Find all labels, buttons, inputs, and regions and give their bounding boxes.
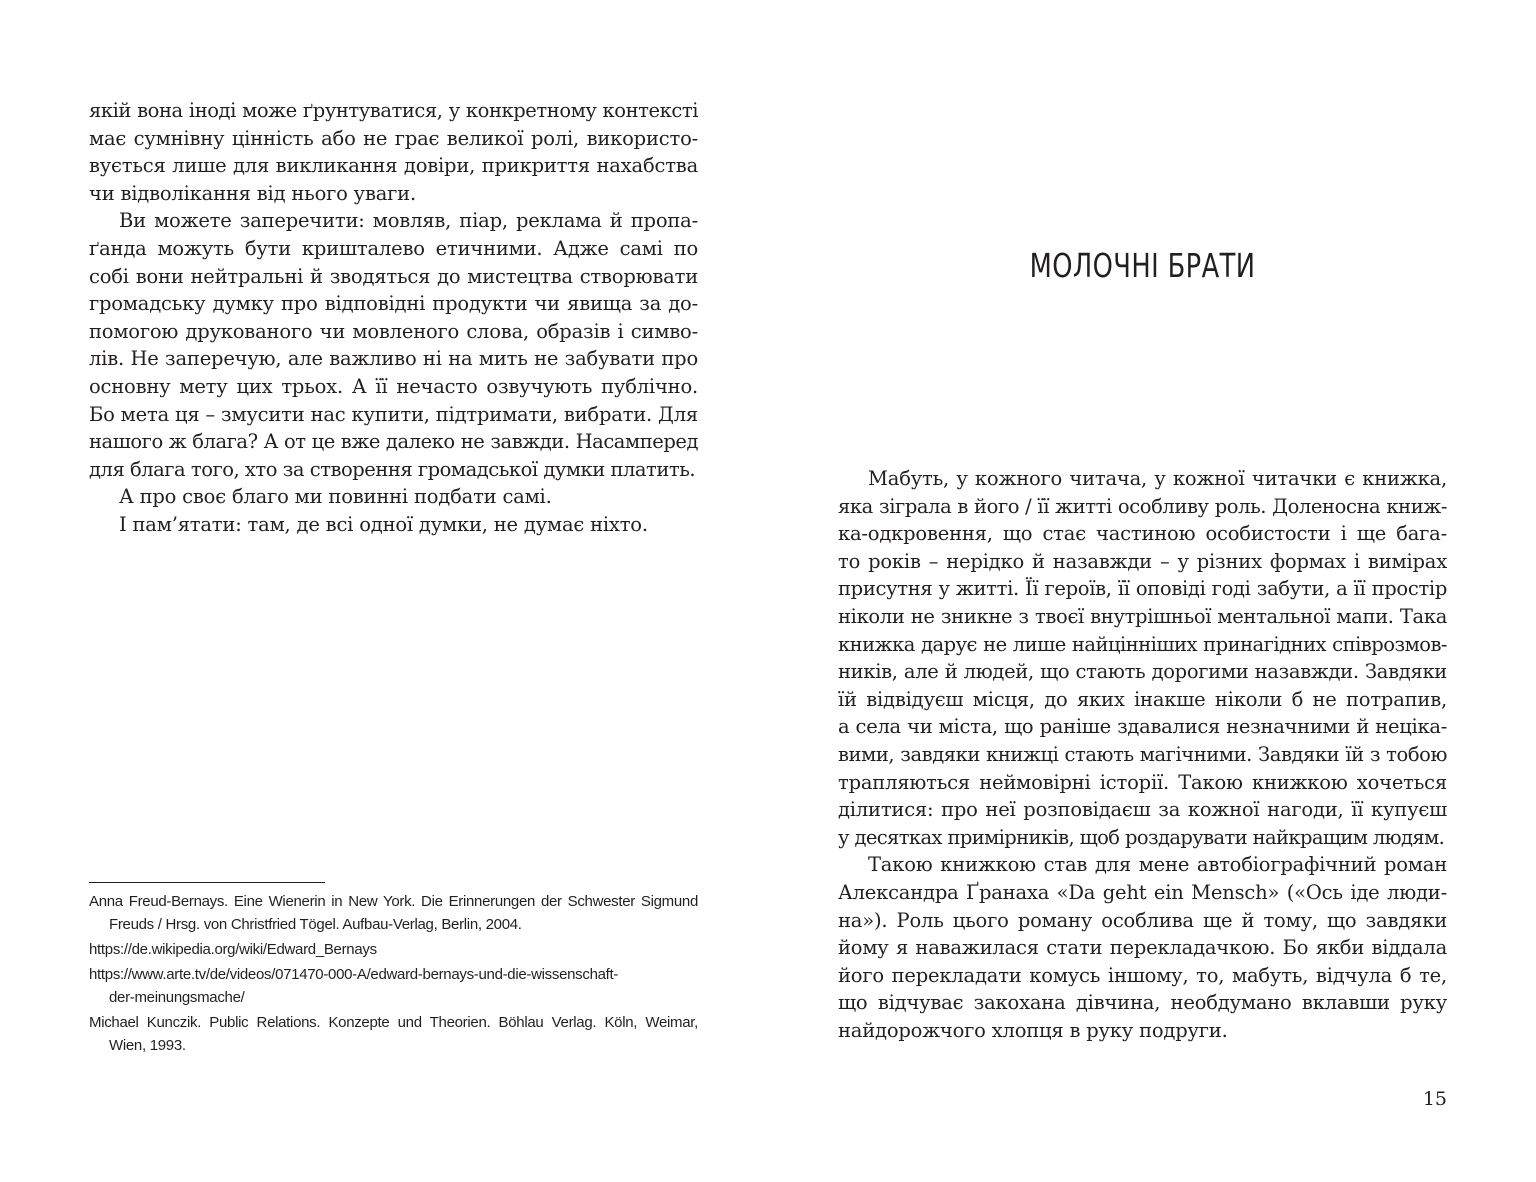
text-line: а села чи міста, що раніше здавалися незначними й нецікa- bbox=[838, 715, 1447, 739]
text-line: ділитися: про неї розповідаєш за кожної нагоди, її купуєш bbox=[838, 798, 1447, 822]
text-line: йому я наважилася стати перекладачкою. Бо якби віддала bbox=[838, 936, 1447, 960]
text-line: то років – нерідко й назавжди – у різних формах і вимірах bbox=[838, 549, 1447, 573]
text-line: ка-одкровення, що стає частиною особистости і ще бага- bbox=[838, 522, 1447, 546]
text-line: має сумнівну цінність або не грає великої ролі, використо- bbox=[89, 126, 698, 150]
footnote-line: https://www.arte.tv/de/videos/071470-000-A/edward-bernays-und-die-wissenschaft- bbox=[89, 966, 619, 983]
text-line: Ви можете заперечити: мовляв, піар, реклама й пропа- bbox=[119, 209, 698, 233]
text-line: помогою друкованого чи мовленого слова, образів і симво- bbox=[89, 319, 698, 343]
right-page-text bbox=[838, 465, 1447, 1044]
text-line: А про своє благо ми повинні подбати самі. bbox=[119, 485, 552, 509]
footnote-line: der-meinungsmache/ bbox=[109, 989, 245, 1006]
text-line: ніколи не зникне з твоєї внутрішньої ментальної мапи. Така bbox=[838, 604, 1447, 628]
text-line: якій вона іноді може ґрунтуватися, у конкретному контексті bbox=[89, 99, 698, 122]
text-line: Мабуть, у кожного читача, у кожної читачки є книжка, bbox=[868, 467, 1447, 490]
text-line: у десятках примірників, щоб роздарувати найкращим людям. bbox=[838, 825, 1445, 849]
text-line: громадську думку про відповідні продукти чи явища за до- bbox=[89, 292, 698, 316]
text-line: чи відволікання від нього уваги. bbox=[89, 181, 416, 205]
right-page bbox=[768, 0, 1536, 1182]
text-line: Такою книжкою став для мене автобіографічний роман bbox=[868, 853, 1447, 877]
chapter-title: МОЛОЧНІ БРАТИ bbox=[1029, 246, 1256, 285]
text-line: вується лише для викликання довіри, прикриття нахабства bbox=[89, 154, 698, 178]
text-line: яка зіграла в його / її житті особливу роль. Доленосна книж- bbox=[838, 494, 1447, 518]
text-line: найдорожчого хлопця в руку подруги. bbox=[838, 1018, 1228, 1042]
footnote-line: Anna Freud-Bernays. Eine Wienerin in New York. Die Erinnerungen der Schwester Sigmund bbox=[89, 893, 698, 910]
footnote bbox=[89, 1011, 698, 1057]
footnote-line: Michael Kunczik. Public Relations. Konzepte und Theorien. Böhlau Verlag. Köln, Weimar, bbox=[89, 1014, 698, 1031]
text-line: вими, завдяки книжці стають магічними. Завдяки їй з тобою bbox=[838, 742, 1447, 766]
footnotes bbox=[89, 890, 698, 1059]
text-line: на»). Роль цього роману особлива ще й тому, що завдяки bbox=[838, 908, 1447, 932]
text-line: книжка дарує не лише найцінніших принагідних співрозмов- bbox=[838, 632, 1447, 656]
footnote-line: Wien, 1993. bbox=[109, 1037, 186, 1054]
text-line: Александра Ґранаха «Da geht ein Mensch» («Ось іде люди- bbox=[838, 880, 1447, 904]
text-line: нашого ж блага? А от це вже далеко не завжди. Насамперед bbox=[89, 430, 698, 454]
text-line: ників, але й людей, що стають дорогими назавжди. Завдяки bbox=[838, 660, 1447, 684]
footnote-separator bbox=[89, 882, 325, 883]
footnote-line: https://de.wikipedia.org/wiki/Edward_Bernays bbox=[89, 941, 377, 958]
text-line: для блага того, хто за створення громадської думки платить. bbox=[89, 457, 696, 481]
text-line: трапляються неймовірні історії. Такою книжкою хочеться bbox=[838, 770, 1447, 794]
page-number: 15 bbox=[1422, 1088, 1447, 1110]
footnote bbox=[89, 890, 698, 936]
text-line: його перекладати комусь іншому, то, мабуть, відчула б те, bbox=[838, 963, 1447, 987]
text-line: основну мету цих трьох. А її нечасто озвучують публічно. bbox=[89, 374, 698, 398]
text-line: ґанда можуть бути кришталево етичними. Адже самі по bbox=[89, 236, 698, 260]
text-line: собі вони нейтральні й зводяться до мистецтва створювати bbox=[89, 264, 698, 288]
text-line: лів. Не заперечую, але важливо ні на мить не забувати про bbox=[89, 347, 698, 371]
text-line: їй відвідуєш місця, до яких інакше ніколи б не потрапив, bbox=[838, 687, 1447, 711]
text-line: Бо мета ця – змусити нас купити, підтримати, вибрати. Для bbox=[89, 402, 698, 426]
text-line: що відчуває закохана дівчина, необдумано вклавши руку bbox=[838, 991, 1447, 1015]
text-line: присутня у житті. Її героїв, її оповіді годі забути, а її простір bbox=[838, 577, 1447, 601]
footnote-line: Freuds / Hrsg. von Christfried Tögel. Aufbau-Verlag, Berlin, 2004. bbox=[109, 916, 522, 933]
footnote bbox=[89, 963, 698, 1009]
left-page-text bbox=[89, 97, 698, 539]
footnote bbox=[89, 938, 698, 961]
text-line: І пам’ятати: там, де всі одної думки, не думає ніхто. bbox=[119, 512, 648, 536]
